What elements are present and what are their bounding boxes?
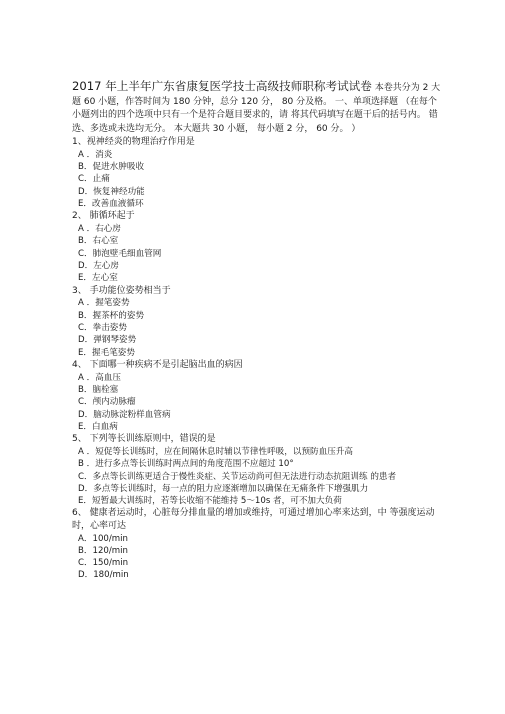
answer-option: E．左心室 [78, 273, 118, 284]
answer-option: A．100/min [78, 533, 128, 544]
answer-option: C．150/min [78, 558, 129, 569]
answer-option: B．脑栓塞 [78, 384, 119, 395]
answer-option: B．右心室 [78, 236, 119, 247]
question-stem: 1、视神经炎的物理治疗作用是 [72, 137, 195, 147]
answer-option: A ．短促等长训练时，应在间隔休息时辅以节律性呼吸，以预防血压升高 [78, 446, 354, 457]
question-stem: 3、 手功能位姿势相当于 [72, 285, 171, 296]
answer-option: E．白血病 [78, 421, 118, 432]
answer-option: D．多点等长训练时，每一点的阻力应逐渐增加以确保在无痛条件下增强肌力 [78, 483, 369, 494]
question-stem: 2、 肺循环起于 [72, 211, 135, 222]
exam-intro: 本卷共分为 2 大题 60 小题，作答时间为 180 分钟，总分 120 分， 80 分及格。 一、单项选择题 （在每个小题列出的四个选项中只有一个是符合题目要求的，请 将其代码填写在题干后的括号内。 错选、多选或未选均无分。 本大题共 30 小题， 每小题 2 分， 60 分。 ） [72, 83, 441, 134]
answer-option: B．120/min [78, 545, 128, 556]
answer-option: B ．进行多点等长训练时两点间的角度范围不应超过 10° [78, 459, 294, 470]
answer-option: C．多点等长训练更适合于慢性炎症、关节运动尚可但无法进行动态抗阻训练 的患者 [78, 471, 397, 482]
answer-option: B．握茶杯的姿势 [78, 310, 145, 321]
exam-header [72, 80, 442, 136]
answer-option: E．短暂最大训练时，若等长收缩不能维持 5～10s 者，可不加大负荷 [78, 496, 342, 507]
answer-option: A ．消炎 [78, 149, 113, 160]
answer-option: E．改善血液循环 [78, 198, 144, 209]
answer-option: A ．右心房 [78, 224, 121, 235]
answer-option: D．弹钢琴姿势 [78, 335, 137, 346]
answer-option: A ．高血压 [78, 372, 121, 383]
question-stem: 4、 下面哪一种疾病不是引起脑出血的病因 [72, 359, 243, 370]
answer-option: D．180/min [78, 570, 129, 581]
answer-option: B．促进水肿吸收 [78, 162, 145, 173]
answer-option: C．拳击姿势 [78, 322, 127, 333]
answer-option: C．止痛 [78, 174, 110, 185]
answer-option: A ．握笔姿势 [78, 298, 130, 309]
question-stem: 5、 下列等长训练原则中，错误的是 [72, 434, 216, 445]
exam-title: 2017 年上半年广东省康复医学技士高级技师职称考试试卷 [72, 79, 372, 93]
answer-option: D．左心房 [78, 260, 119, 271]
answer-option: D．脑动脉淀粉样血管病 [78, 409, 171, 420]
answer-option: D．恢复神经功能 [78, 186, 145, 197]
question-stem: 6、 健康者运动时，心脏每分排血量的增加或维持，可通过增加心率来达到，中 等强度运动时，心率可达 [72, 508, 435, 531]
exam-content [72, 80, 442, 582]
answer-option: C．肺泡壁毛细血管网 [78, 248, 162, 259]
answer-option: E．握毛笔姿势 [78, 347, 135, 358]
answer-option: C．颅内动脉瘤 [78, 397, 136, 408]
